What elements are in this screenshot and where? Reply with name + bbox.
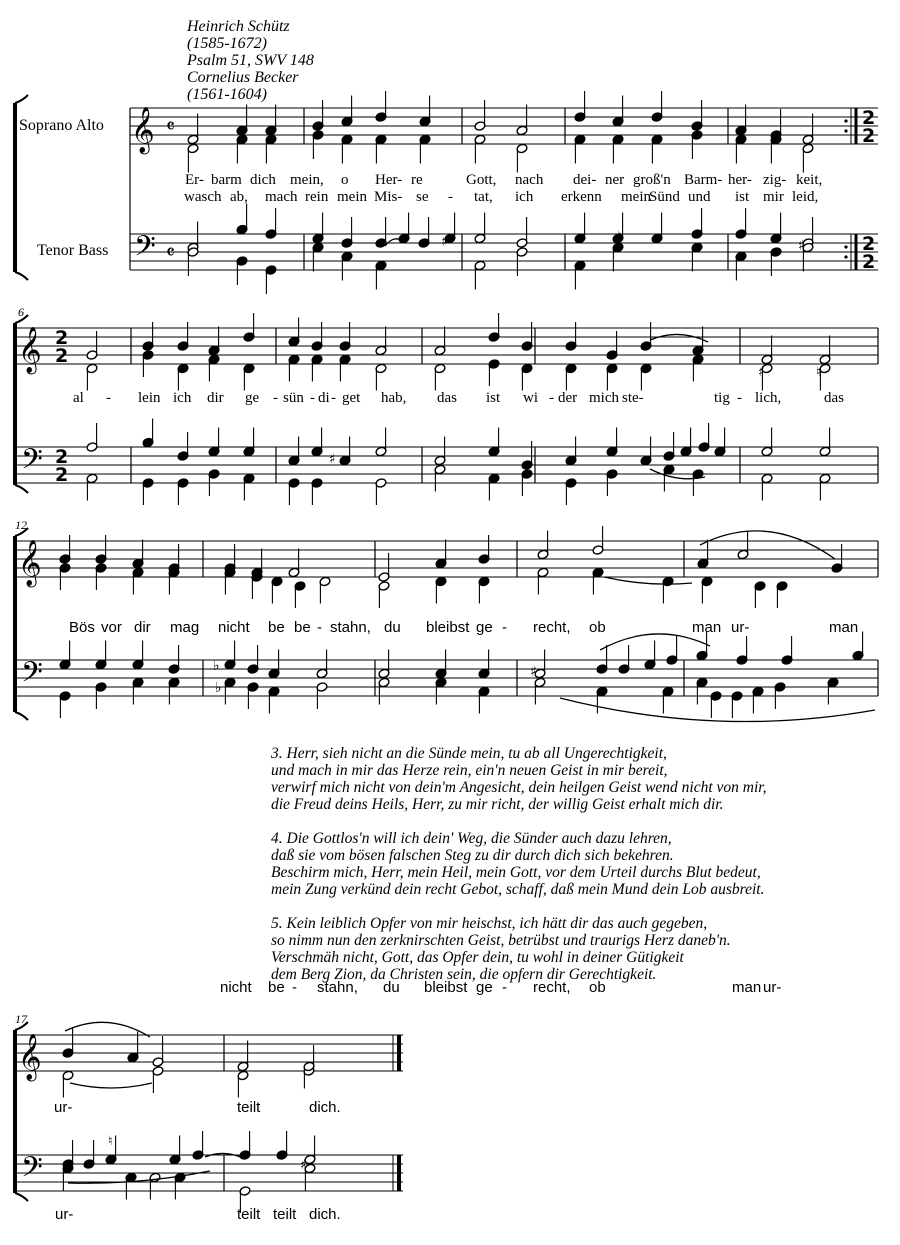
lyric-syllable: dir: [207, 390, 224, 406]
lyric-syllable: sün: [283, 390, 304, 406]
verse-line: daß sie vom bösen falschen Steg zu dir durch dich sich bekehren.: [271, 847, 674, 864]
slur: [604, 577, 692, 584]
verse-line: und mach in mir das Herze rein, ein'n neuen Geist in mir bereit,: [271, 762, 668, 779]
sharp-sign: ♯: [798, 238, 805, 254]
lyric-syllable: dich: [250, 172, 276, 188]
lyric-syllable: ist: [735, 189, 750, 205]
slur: [700, 531, 835, 559]
lyric-syllable: dich.: [309, 1206, 341, 1223]
lyric-syllable: der: [558, 390, 578, 406]
lyric-syllable: man: [829, 619, 859, 636]
lyric-syllable: man: [732, 979, 762, 996]
lyric-syllable: hab,: [381, 390, 407, 406]
lyric-syllable: leid,: [792, 189, 819, 205]
lyric-syllable: re: [411, 172, 423, 188]
lyric-syllable: ur-: [55, 1206, 74, 1223]
bass-clef: 𝄢: [21, 656, 43, 696]
time-sig-bottom: 2: [55, 464, 69, 486]
verse-line: die Freud deins Heils, Herr, zu mir richt, der willig Geist erhalt mich dir.: [271, 796, 724, 813]
repeat-dot: [844, 119, 847, 122]
lyric-syllable: ur-: [54, 1099, 73, 1116]
repeat-dot: [844, 245, 847, 248]
lyric-syllable: lich,: [755, 390, 782, 406]
bracket-hook: [15, 528, 28, 536]
lyric-syllable: wi: [523, 390, 538, 406]
sharp-sign: ♯: [441, 234, 448, 250]
flat-sign: ♭: [213, 658, 220, 674]
lyric-syllable: -: [502, 619, 507, 636]
verse-line: 3. Herr, sieh nicht an die Sünde mein, tu ab all Ungerechtigkeit,: [271, 745, 667, 762]
lyric-syllable: du: [384, 619, 401, 636]
natural-sign: ♮: [108, 1134, 113, 1149]
bracket-hook: [15, 1022, 28, 1030]
lyric-syllable: -: [502, 979, 507, 996]
lyric-syllable: erkenn: [561, 189, 602, 205]
lyric-syllable: vor: [101, 619, 122, 636]
treble-clef: 𝄞: [18, 1034, 42, 1080]
slur: [650, 334, 708, 342]
lyric-syllable: ge: [476, 979, 493, 996]
treble-clef: 𝄞: [18, 540, 42, 586]
common-time-sig: 𝄴: [166, 114, 175, 138]
lyric-syllable: tig: [714, 390, 730, 406]
lyric-syllable: di: [318, 390, 330, 406]
lyric-syllable: ur-: [731, 619, 750, 636]
lyric-syllable: nicht: [220, 979, 252, 996]
bracket-hook: [15, 1193, 28, 1201]
natural-sign: ♮: [617, 229, 622, 244]
lyric-syllable: Sünd: [649, 189, 680, 205]
lyric-syllable: o: [341, 172, 349, 188]
sharp-sign: ♯: [329, 452, 336, 467]
lyric-syllable: ge: [476, 619, 493, 636]
lyric-syllable: tat,: [474, 189, 493, 205]
lyric-syllable: mir: [763, 189, 784, 205]
lyric-syllable: Er-: [185, 172, 204, 188]
verse-line: mein Zung verkünd dein recht Gebot, schaff, daß mein Mund dein Lob ausbreit.: [271, 881, 765, 898]
verse-line: dem Berg Zion, da Christen sein, die opfern dir Gerechtigkeit.: [271, 966, 657, 983]
lyric-syllable: mach: [265, 189, 298, 205]
lyric-syllable: dei-: [573, 172, 597, 188]
lyric-syllable: recht,: [533, 619, 571, 636]
lyric-syllable: und: [688, 189, 711, 205]
lyric-syllable: -: [448, 189, 453, 205]
lyric-syllable: das: [824, 390, 844, 406]
instrument-label-upper: Soprano Alto: [19, 117, 104, 134]
time-sig-top: 2: [55, 327, 69, 349]
lyric-syllable: -: [292, 979, 297, 996]
lyric-syllable: du: [383, 979, 400, 996]
bracket-hook: [15, 95, 28, 103]
lyric-syllable: ob: [589, 979, 606, 996]
lyric-syllable: dich.: [309, 1099, 341, 1116]
lyric-syllable: man: [692, 619, 722, 636]
treble-clef: 𝄞: [18, 327, 42, 373]
verse-5: [271, 915, 767, 983]
bracket-hook: [15, 272, 28, 280]
repeat-dot: [844, 129, 847, 132]
time-sig-bottom: 2: [55, 345, 69, 367]
measure-number: 17: [15, 1012, 27, 1026]
lyric-syllable: -: [737, 390, 742, 406]
lyric-syllable: nicht: [218, 619, 250, 636]
instrument-label-lower: Tenor Bass: [37, 242, 109, 259]
measure-number: 6: [18, 305, 24, 319]
sharp-sign: ♯: [300, 1158, 307, 1173]
time-sig-bottom: 2: [862, 125, 876, 147]
lyric-syllable: al: [73, 390, 84, 406]
lyric-syllable: se: [416, 189, 429, 205]
lyric-syllable: rein: [305, 189, 329, 205]
sharp-sign: ♯: [530, 664, 537, 680]
lyric-syllable: wasch: [184, 189, 222, 205]
lyric-syllable: lein: [138, 390, 161, 406]
slur: [70, 1083, 152, 1088]
lyric-syllable: ob: [589, 619, 606, 636]
lyricist-dates: (1561-1604): [187, 86, 267, 103]
lyric-syllable: nach: [515, 172, 544, 188]
work-title: Psalm 51, SWV 148: [187, 52, 314, 69]
verse-line: Verschmäh nicht, Gott, das Opfer dein, tu wohl in deiner Gütigkeit: [271, 949, 684, 966]
lyric-syllable: Mis-: [374, 189, 403, 205]
lyric-syllable: barm: [211, 172, 242, 188]
lyric-syllable: ner: [605, 172, 625, 188]
lyric-syllable: Bös: [69, 619, 95, 636]
lyric-syllable: -: [106, 390, 111, 406]
lyric-syllable: ge: [245, 390, 260, 406]
lyric-syllable: Her-: [375, 172, 403, 188]
time-sig-top: 2: [862, 107, 876, 129]
composer-name: Heinrich Schütz: [187, 18, 290, 35]
lyric-syllable: groß'n: [633, 172, 671, 188]
lyric-syllable: ur-: [763, 979, 782, 996]
verse-line: Beschirm mich, Herr, mein Heil, mein Gott, vor dem Urteil durchs Blut bedeut,: [271, 864, 761, 881]
lyric-syllable: bleibst: [424, 979, 468, 996]
composer-dates: (1585-1672): [187, 35, 267, 52]
lyric-syllable: be: [268, 619, 285, 636]
verse-3: [271, 745, 767, 813]
bass-clef: 𝄢: [134, 230, 156, 270]
natural-sign: ♮: [816, 365, 821, 380]
lyric-syllable: -: [549, 390, 554, 406]
common-time-sig: 𝄴: [166, 240, 175, 264]
lyric-syllable: mein: [337, 189, 367, 205]
bass-clef: 𝄢: [21, 443, 43, 483]
lyric-syllable: Gott,: [466, 172, 497, 188]
flat-sign: ♭: [215, 680, 222, 696]
time-sig-top: 2: [55, 446, 69, 468]
lyric-syllable: dir: [134, 619, 151, 636]
lyric-syllable: -: [317, 619, 322, 636]
verse-line: 5. Kein leiblich Opfer von mir heischst, ich hätt dir das auch gegeben,: [271, 915, 708, 932]
lyric-syllable: mein,: [290, 172, 324, 188]
lyric-syllable: teilt: [273, 1206, 297, 1223]
lyricist-name: Cornelius Becker: [187, 69, 299, 86]
bracket-hook: [15, 485, 28, 493]
lyric-syllable: her-: [728, 172, 752, 188]
lyric-syllable: stahn,: [317, 979, 358, 996]
lyric-syllable: bleibst: [426, 619, 470, 636]
verses-block: [271, 745, 767, 1000]
verse-line: verwirf mich nicht von dein'm Angesicht, dein heilgen Geist wend nicht von mir,: [271, 779, 767, 796]
lyric-syllable: -: [310, 390, 315, 406]
lyric-syllable: teilt: [237, 1099, 261, 1116]
bass-clef: 𝄢: [21, 1151, 43, 1191]
lyric-syllable: ste-: [622, 390, 644, 406]
slur: [560, 698, 875, 722]
measure-number: 12: [15, 518, 27, 532]
bracket-hook: [15, 712, 28, 720]
lyric-syllable: ich: [173, 390, 192, 406]
lyric-syllable: ist: [486, 390, 501, 406]
lyric-syllable: Barm-: [684, 172, 723, 188]
lyric-syllable: zig-: [763, 172, 787, 188]
lyric-syllable: be: [268, 979, 285, 996]
lyric-syllable: be: [294, 619, 311, 636]
sharp-sign: ♯: [758, 365, 765, 380]
lyric-syllable: das: [437, 390, 457, 406]
bracket-hook: [15, 315, 28, 323]
lyric-syllable: mich: [589, 390, 619, 406]
lyric-syllable: get: [342, 390, 361, 406]
repeat-dot: [844, 255, 847, 258]
verse-line: 4. Die Gottlos'n will ich dein' Weg, die Sünder auch dazu lehren,: [271, 830, 672, 847]
lyric-syllable: ab,: [230, 189, 248, 205]
lyric-syllable: mag: [170, 619, 200, 636]
verse-4: [271, 830, 767, 898]
time-sig-bottom: 2: [862, 251, 876, 273]
lyric-syllable: -: [273, 390, 278, 406]
lyric-syllable: -: [331, 390, 336, 406]
slur: [205, 1153, 245, 1159]
time-sig-top: 2: [862, 233, 876, 255]
lyric-syllable: keit,: [796, 172, 823, 188]
verse-line: so nimm nun den zerknirschten Geist, betrübst und traurigs Herz daneb'n.: [271, 932, 731, 949]
lyric-syllable: stahn,: [330, 619, 371, 636]
lyric-syllable: teilt: [237, 1206, 261, 1223]
lyric-syllable: mein: [621, 189, 651, 205]
lyric-syllable: ich: [515, 189, 534, 205]
lyric-syllable: recht,: [533, 979, 571, 996]
treble-clef: 𝄞: [131, 107, 155, 153]
